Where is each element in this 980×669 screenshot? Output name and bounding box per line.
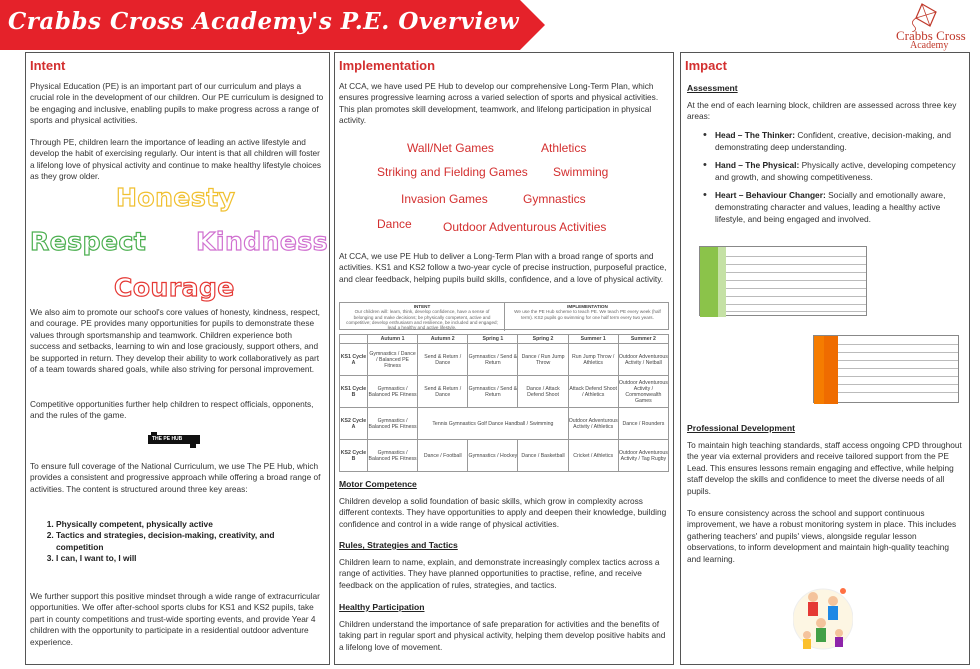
professional-development-text-1: To maintain high teaching standards, staff access ongoing CPD throughout the year via external providers and receive tailored support from the PE Lead. This ensures lessons remain engaging and effective, while helping staff develop the skills and confidence to meet the diverse needs of all pupils. [687, 440, 962, 496]
assessment-heading: Assessment [687, 83, 738, 93]
key-areas-list [42, 519, 312, 565]
plan-cell: Gymnastics / Balanced PE Fitness [368, 376, 418, 408]
sheet-row-line [726, 264, 866, 265]
plan-cell: Gymnastics / Send & Return [468, 344, 518, 376]
plan-cell: Gymnastics / Balanced PE Fitness [368, 440, 418, 472]
assessment-area-item [703, 159, 959, 183]
intent-paragraph-2: Through PE, children learn the importance of leading an active lifestyle and develop the habit of exercising regularly. Our intent is that all children will foster a lifelong love of physical activity and continue to make healthy lifestyle choices as they grow older. [30, 137, 322, 182]
plan-header: Summer 2 [618, 335, 668, 344]
assessment-area-text: Socially and emotionally aware, demonstrating character and values, leading a healthy active lifestyle, and being engaged and involved. [715, 190, 946, 224]
motor-competence-text: Children develop a solid foundation of basic skills, which grow in complexity across different contexts. They have opportunities to apply and deepen their knowledge, building confidence and control in a wide range of physical activities. [339, 496, 667, 529]
plan-header: Spring 1 [468, 335, 518, 344]
logo-subname: Academy [910, 40, 949, 51]
pe-hub-logo-text: THE PE HUB [152, 436, 183, 442]
table-row [340, 376, 669, 408]
title-banner [0, 0, 545, 50]
assessment-area-text: Confident, creative, decision-making, and demonstrating deep understanding. [715, 130, 951, 152]
rules-text: Children learn to name, explain, and demonstrate increasingly complex tactics across a range of activities. They have planned opportunities to practise, refine, and receive feedback on the application of rules, strategies, and tactics. [339, 557, 660, 590]
children-sports-illustration [793, 583, 853, 655]
assessment-area-text: Physically active, developing competency and growth, and showing competitiveness. [715, 160, 956, 182]
plan-cell: Outdoor Adventurous Activity / Commonwealth Games [618, 376, 668, 408]
plan-cell: Attack Defend Shoot / Athletics [568, 376, 618, 408]
rules-heading: Rules, Strategies and Tactics [339, 540, 458, 550]
sport-dance: Dance [377, 217, 412, 231]
plan-cell: Tennis Gymnastics Golf Dance Handball / Swimming [418, 408, 568, 440]
professional-development-text-2: To ensure consistency across the school and support continuous improvement, we have a robust monitoring system in place. This includes gathering teachers' and pupils' views, alongside regular lesson observations, to inform development and maintain high-quality teaching and learning. [687, 508, 957, 564]
intent-panel [25, 52, 330, 665]
healthy-participation-heading: Healthy Participation [339, 602, 425, 612]
sheet-row-line [726, 296, 866, 297]
impact-panel [680, 52, 970, 665]
sheet-row-line [726, 256, 866, 257]
page-title: Crabbs Cross Academy's P.E. Overview [8, 8, 520, 35]
key-area-item: 3. I can, I want to, I will [56, 553, 312, 564]
plan-row-label: KS1 Cycle B [340, 376, 368, 408]
assessment-area-item [703, 189, 959, 225]
sheet-row-line [838, 376, 958, 377]
plan-cell: Send & Return / Dance [418, 344, 468, 376]
sport-swimming: Swimming [553, 165, 609, 179]
plan-intent-text: Our children will: learn, think, develop confidence, have a sense of belonging and make decisions; be physically competent, active and competitive; develop enthusiasm and resilience, be included and engaged; lead a healthy and active lifestyle. [346, 309, 498, 331]
value-respect: Respect [30, 227, 147, 256]
assessment-area-title: Head – The Thinker: [715, 130, 796, 140]
sheet-row-line [726, 288, 866, 289]
sheet-row-line [838, 392, 958, 393]
plan-cell: Outdoor Adventurous Activity / Tag Rugby [618, 440, 668, 472]
plan-header: Autumn 2 [418, 335, 468, 344]
logo-name: Crabbs Cross [896, 28, 966, 43]
intent-paragraph-1: Physical Education (PE) is an important part of our curriculum and plays a crucial role in the development of our children. Our PE curriculum is designed to be engaging and inclusive, enabling pupils to make progress across a range of sports and physical activities. [30, 81, 324, 126]
plan-cell: Dance / Rounders [618, 408, 668, 440]
sheet-orange-subband [824, 336, 838, 404]
sheet-green-subband [718, 247, 726, 317]
plan-header [340, 335, 368, 344]
sport-gymnastics: Gymnastics [523, 192, 586, 206]
plan-header: Autumn 1 [368, 335, 418, 344]
table-row [340, 440, 669, 472]
plan-header: Summer 1 [568, 335, 618, 344]
long-term-plan [339, 302, 669, 472]
sport-wall-net: Wall/Net Games [407, 141, 494, 155]
plan-intent-label: INTENT [413, 304, 431, 309]
professional-development-heading: Professional Development [687, 423, 795, 433]
school-logo [892, 2, 972, 50]
plan-cell: Run Jump Throw / Athletics [568, 344, 618, 376]
plan-header: Spring 2 [518, 335, 568, 344]
implementation-paragraph-2: At CCA, we use PE Hub to deliver a Long-Term Plan with a broad range of sports and activities. KS1 and KS2 follow a two-year cycle of precise instruction, purposeful practice, and clear feedback, helping pupils build skills, confidence, and a love of physical activity. [339, 251, 667, 284]
plan-cell: Dance / Attack Defend Shoot [518, 376, 568, 408]
value-honesty: Honesty [116, 183, 236, 212]
sheet-row-line [726, 280, 866, 281]
plan-row-label: KS2 Cycle A [340, 408, 368, 440]
key-area-item: 1. Physically competent, physically active [56, 519, 312, 530]
plan-cell: Send & Return / Dance [418, 376, 468, 408]
plan-cell: Dance / Football [418, 440, 468, 472]
impact-heading: Impact [685, 58, 727, 73]
plan-cell: Dance / Basketball [518, 440, 568, 472]
sheet-row-line [726, 272, 866, 273]
assessment-area-title: Hand – The Physical: [715, 160, 800, 170]
sheet-row-line [726, 311, 866, 312]
sport-outdoor: Outdoor Adventurous Activities [443, 220, 607, 234]
plan-cell: Gymnastics / Send & Return [468, 376, 518, 408]
sheet-row-line [838, 368, 958, 369]
healthy-participation-text: Children understand the importance of safe preparation for activities and the benefits of taking part in regular sport and physical activity, helping them develop positive habits and a lifelong love of movement. [339, 619, 666, 652]
assessment-area-item [703, 129, 959, 153]
assessment-sheet-green [699, 246, 867, 316]
plan-row-label: KS1 Cycle A [340, 344, 368, 376]
intent-heading: Intent [30, 58, 66, 73]
sheet-row-line [726, 304, 866, 305]
assessment-area-title: Heart – Behaviour Changer: [715, 190, 826, 200]
sport-invasion: Invasion Games [401, 192, 488, 206]
intent-paragraph-4: Competitive opportunities further help children to respect officials, opponents, and the rules of the game. [30, 399, 314, 421]
value-courage: Courage [114, 273, 235, 302]
table-row [340, 344, 669, 376]
motor-competence-heading: Motor Competence [339, 479, 417, 489]
assessment-text: At the end of each learning block, children are assessed across three key areas: [687, 100, 957, 122]
key-area-item: 2. Tactics and strategies, decision-making, creativity, and competition [56, 530, 312, 553]
intent-paragraph-5: To ensure full coverage of the National Curriculum, we use The PE Hub, which provides a consistent and progressive approach while offering a broad range of activities. The content is structured around three key areas: [30, 461, 321, 494]
intent-paragraph-3: We also aim to promote our school's core values of honesty, kindness, respect, and courage. PE provides many opportunities for pupils to demonstrate these values through sportsmanship and teamwork. Children experience both success and setbacks, learning to win and lose graciously, support others, and be supported in return. They develop their ability to work collaboratively as part of a team towards shared goals, while also striving for personal improvement. [30, 307, 320, 375]
plan-table [339, 334, 669, 472]
plan-row-label: KS2 Cycle B [340, 440, 368, 472]
sheet-row-line [838, 360, 958, 361]
sheet-row-line [838, 344, 958, 345]
sport-athletics: Athletics [541, 141, 587, 155]
value-kindness: Kindness [196, 227, 329, 256]
sheet-row-line [838, 352, 958, 353]
plan-impl-text: We use the PE Hub scheme to teach PE. We teach PE every week (half term). KS2 pupils go swimming for one half term every two years. [514, 309, 661, 320]
plan-cell: Dance / Run Jump Throw [518, 344, 568, 376]
plan-cell: Outdoor Adventurous Activity / Athletics [568, 408, 618, 440]
plan-impl-label: IMPLEMENTATION [567, 304, 608, 309]
sheet-green-band [700, 247, 718, 317]
plan-intent-box [339, 302, 669, 330]
plan-cell: Outdoor Adventurous Activity / Netball [618, 344, 668, 376]
implementation-paragraph-1: At CCA, we have used PE Hub to develop our comprehensive Long-Term Plan, which ensures progressive learning across a varied selection of sports and physical activities. This plan promotes skill development, teamwork, and lifelong participation in physical activity. [339, 81, 659, 126]
sport-striking-fielding: Striking and Fielding Games [377, 165, 528, 179]
assessment-sheet-orange [813, 335, 959, 403]
plan-cell: Gymnastics / Balanced PE Fitness [368, 408, 418, 440]
table-row [340, 408, 669, 440]
sheet-orange-band [814, 336, 824, 404]
pe-hub-logo [148, 431, 200, 449]
intent-paragraph-6: We further support this positive mindset through a wide range of extracurricular opportunities. We offer after-school sports clubs for KS1 and KS2 pupils, take part in county competitions and trust-wide sporting events, and provide Year 4 children with the opportunity to participate in a residential outdoor adventure experience. [30, 591, 320, 647]
plan-cell: Gymnastics / Hockey [468, 440, 518, 472]
plan-cell: Cricket / Athletics [568, 440, 618, 472]
assessment-areas-list [703, 129, 959, 231]
plan-cell: Gymnastics / Dance / Balanced PE Fitness [368, 344, 418, 376]
implementation-heading: Implementation [339, 58, 436, 73]
sheet-row-line [838, 384, 958, 385]
implementation-panel [334, 52, 674, 665]
